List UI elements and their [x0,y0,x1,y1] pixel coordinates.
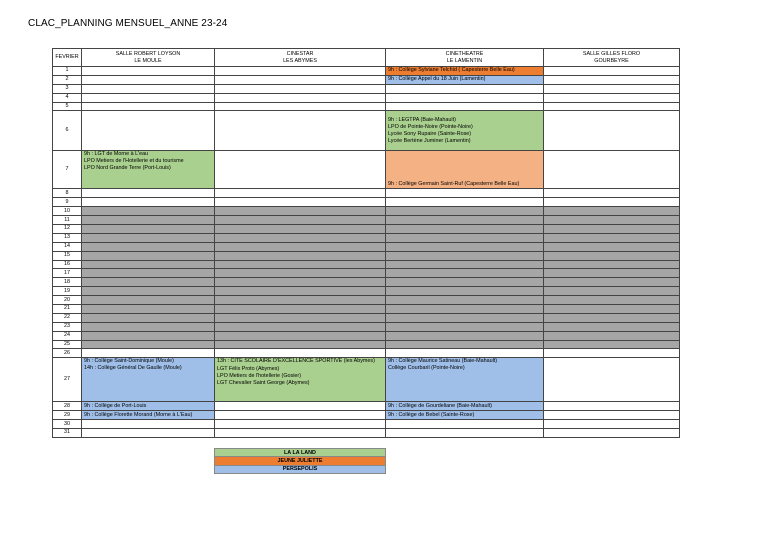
venue-name: CINETHEATRE [445,50,484,57]
day-row [53,225,680,234]
schedule-cell [544,75,680,84]
schedule-cell [544,225,680,234]
schedule-cell [82,402,215,411]
school-entry: 9h : Collège Saint-Dominique (Moule) [84,358,174,365]
schedule-cell [544,198,680,207]
schedule-cell [386,111,544,151]
schedule-cell [386,189,544,198]
day-row [53,349,680,358]
schedule-cell [544,189,680,198]
schedule-cell [82,296,215,305]
schedule-cell [215,278,386,287]
schedule-cell [82,429,215,438]
day-row [53,402,680,411]
schedule-cell [215,207,386,216]
schedule-cell [215,216,386,225]
schedule-cell [215,411,386,420]
day-row [53,102,680,111]
day-number: 8 [53,189,82,198]
schedule-cell [82,189,215,198]
month-header: FEVRIER [53,49,82,67]
day-number: 13 [53,233,82,242]
school-entry: 9h : Collège Germain Saint-Ruf (Capesterre Belle Eau) [388,181,520,188]
day-row [53,411,680,420]
day-row [53,84,680,93]
schedule-cell [215,331,386,340]
schedule-cell [386,242,544,251]
schedule-cell [82,207,215,216]
schedule-cell [215,305,386,314]
schedule-cell [386,429,544,438]
day-number: 11 [53,216,82,225]
day-row [53,216,680,225]
schedule-cell [82,331,215,340]
day-number: 22 [53,313,82,322]
venue-header [82,49,215,67]
schedule-cell [386,349,544,358]
day-number: 10 [53,207,82,216]
schedule-cell [544,233,680,242]
legend-item: LA LA LAND [215,449,386,457]
day-number: 5 [53,102,82,111]
day-row [53,420,680,429]
day-number: 16 [53,260,82,269]
schedule-cell [82,420,215,429]
schedule-cell [544,287,680,296]
day-number: 30 [53,420,82,429]
schedule-cell [544,420,680,429]
day-number: 23 [53,322,82,331]
schedule-cell [82,358,215,402]
day-number: 2 [53,75,82,84]
day-number: 15 [53,251,82,260]
schedule-cell [215,102,386,111]
schedule-cell [82,322,215,331]
day-number: 17 [53,269,82,278]
schedule-cell [544,278,680,287]
schedule-cell [82,349,215,358]
schedule-cell [82,93,215,102]
school-entry: 9h : Collège Maurice Satineau (Baie-Mahault) [388,358,498,365]
day-row [53,189,680,198]
schedule-cell [544,260,680,269]
schedule-cell [215,349,386,358]
schedule-cell [82,216,215,225]
schedule-cell [544,251,680,260]
schedule-cell [82,411,215,420]
schedule-cell [544,67,680,76]
school-entry: Lycée Bertène Juminer (Lamentin) [388,137,471,144]
day-row [53,93,680,102]
page-title: CLAC_PLANNING MENSUEL_ANNE 23-24 [28,18,228,29]
schedule-cell [82,151,215,189]
schedule-cell [82,251,215,260]
schedule-cell [215,296,386,305]
school-entry: Collège Courbaril (Pointe-Noire) [388,365,465,372]
schedule-cell [215,93,386,102]
schedule-cell [215,242,386,251]
schedule-cell [82,111,215,151]
schedule-cell [544,305,680,314]
schedule-cell [386,358,544,402]
schedule-cell [215,111,386,151]
schedule-cell [215,358,386,402]
legend-item: PERSEPOLIS [215,465,386,473]
legend-item: JEUNE JULIETTE [215,457,386,465]
schedule-cell [215,75,386,84]
venue-name: SALLE ROBERT LOYSON [115,50,181,57]
schedule-cell [544,313,680,322]
schedule-cell [386,322,544,331]
schedule-cell [82,278,215,287]
schedule-cell [544,402,680,411]
schedule-cell [215,420,386,429]
schedule-cell [386,102,544,111]
venue-header [544,49,680,67]
school-entry: 9h : Collège Florette Morand (Morne à L'Eau) [84,411,193,418]
day-number: 20 [53,296,82,305]
day-row [53,207,680,216]
schedule-cell [215,340,386,349]
school-entry: LPO de Pointe-Noire (Pointe-Noire) [388,123,473,130]
schedule-cell [215,313,386,322]
day-row [53,313,680,322]
venue-city: GOURBEYRE [594,57,629,64]
schedule-cell [82,225,215,234]
school-entry: 9h : Collège de Gourdeliane (Baie-Mahault) [388,402,492,409]
day-number: 27 [53,358,82,402]
venue-header [215,49,386,67]
schedule-cell [215,67,386,76]
header-row [53,49,680,67]
schedule-cell [544,242,680,251]
schedule-cell [215,287,386,296]
day-number: 18 [53,278,82,287]
schedule-cell [215,260,386,269]
schedule-cell [386,269,544,278]
school-entry: 9h : LEGTPA (Baie-Mahault) [388,116,456,123]
day-number: 14 [53,242,82,251]
day-row [53,305,680,314]
schedule-cell [386,198,544,207]
day-row [53,242,680,251]
schedule-cell [215,402,386,411]
schedule-cell [386,251,544,260]
schedule-cell [215,322,386,331]
schedule-cell [544,269,680,278]
schedule-cell [82,242,215,251]
venue-name: SALLE GILLES FLORO [582,50,641,57]
day-row [53,151,680,189]
school-entry: Lycée Sony Rupaire (Sainte-Rose) [388,130,472,137]
day-row [53,322,680,331]
school-entry: 9h : LGT de Morne à L'eau [84,151,149,158]
school-entry: 9h : Collège de Bebel (Sainte-Rose) [388,411,475,418]
schedule-cell [386,340,544,349]
day-row [53,111,680,151]
day-number: 25 [53,340,82,349]
day-row [53,75,680,84]
schedule-cell [215,189,386,198]
schedule-cell [386,93,544,102]
day-number: 19 [53,287,82,296]
schedule-cell [544,429,680,438]
schedule-cell [215,251,386,260]
day-row [53,269,680,278]
venue-header [386,49,544,67]
schedule-cell [386,411,544,420]
day-number: 24 [53,331,82,340]
schedule-cell [544,216,680,225]
schedule-cell [544,358,680,402]
schedule-cell [544,296,680,305]
day-row [53,331,680,340]
schedule-cell [82,313,215,322]
schedule-cell [82,67,215,76]
schedule-cell [386,75,544,84]
schedule-cell [386,233,544,242]
school-entry: LGT Chevalier Saint George (Abymes) [217,380,310,387]
schedule-cell [544,102,680,111]
schedule-cell [82,340,215,349]
schedule-cell [386,207,544,216]
schedule-cell [215,233,386,242]
schedule-cell [386,420,544,429]
schedule-cell [544,322,680,331]
schedule-cell [82,305,215,314]
day-number: 3 [53,84,82,93]
day-number: 29 [53,411,82,420]
schedule-cell [82,75,215,84]
school-entry: 14h : Collège Général De Gaulle (Moule) [84,365,182,372]
day-number: 9 [53,198,82,207]
school-entry: 9h : Collège Appel du 18 Juin (Lamentin) [388,76,486,83]
school-entry: 9h : Collège Sylviane Telchid ( Capesterre Belle Eau) [388,67,515,74]
schedule-cell [386,296,544,305]
day-row [53,278,680,287]
day-row [53,296,680,305]
planning-body [53,67,680,438]
day-number: 1 [53,67,82,76]
day-row [53,358,680,402]
venue-city: LES ABYMES [283,57,317,64]
schedule-cell [215,198,386,207]
day-number: 31 [53,429,82,438]
schedule-cell [386,84,544,93]
schedule-cell [386,225,544,234]
schedule-cell [215,269,386,278]
school-entry: 13h : CITE SCOLAIRE D'EXCELLENCE SPORTIVE (les Abymes) [217,358,375,365]
schedule-cell [386,67,544,76]
legend [214,448,386,474]
schedule-cell [544,340,680,349]
schedule-cell [386,260,544,269]
schedule-cell [544,93,680,102]
schedule-cell [386,313,544,322]
schedule-cell [82,84,215,93]
schedule-cell [386,287,544,296]
school-entry: LPO Nord Grande Terre (Port-Louis) [84,165,171,172]
schedule-cell [82,260,215,269]
school-entry: LPO Metiers de l'Hotellerie et du tourisme [84,158,184,165]
schedule-cell [544,84,680,93]
venue-city: LE MOULE [134,57,162,64]
day-row [53,233,680,242]
schedule-cell [544,111,680,151]
schedule-cell [82,269,215,278]
schedule-cell [386,331,544,340]
planning-table [52,48,680,438]
day-number: 26 [53,349,82,358]
schedule-cell [82,198,215,207]
schedule-cell [544,411,680,420]
schedule-cell [215,84,386,93]
day-number: 4 [53,93,82,102]
schedule-cell [386,278,544,287]
day-row [53,287,680,296]
schedule-cell [544,207,680,216]
school-entry: 9h : Collège de Port-Louis [84,402,147,409]
day-row [53,429,680,438]
day-number: 6 [53,111,82,151]
venue-name: CINESTAR [286,50,314,57]
venue-city: LE LAMENTIN [446,57,483,64]
day-row [53,67,680,76]
day-row [53,198,680,207]
school-entry: LGT Félix Proto (Abymes) [217,366,280,373]
day-row [53,340,680,349]
day-number: 7 [53,151,82,189]
schedule-cell [82,287,215,296]
schedule-cell [386,216,544,225]
schedule-cell [215,151,386,189]
schedule-cell [544,151,680,189]
schedule-cell [544,349,680,358]
day-row [53,260,680,269]
schedule-cell [386,305,544,314]
day-number: 21 [53,305,82,314]
schedule-cell [215,429,386,438]
schedule-cell [82,102,215,111]
schedule-cell [82,233,215,242]
day-number: 28 [53,402,82,411]
schedule-cell [386,402,544,411]
schedule-cell [215,225,386,234]
schedule-cell [386,151,544,189]
schedule-cell [544,331,680,340]
day-number: 12 [53,225,82,234]
day-row [53,251,680,260]
school-entry: LPO Metiers de l'hotellerie (Gosier) [217,373,302,380]
